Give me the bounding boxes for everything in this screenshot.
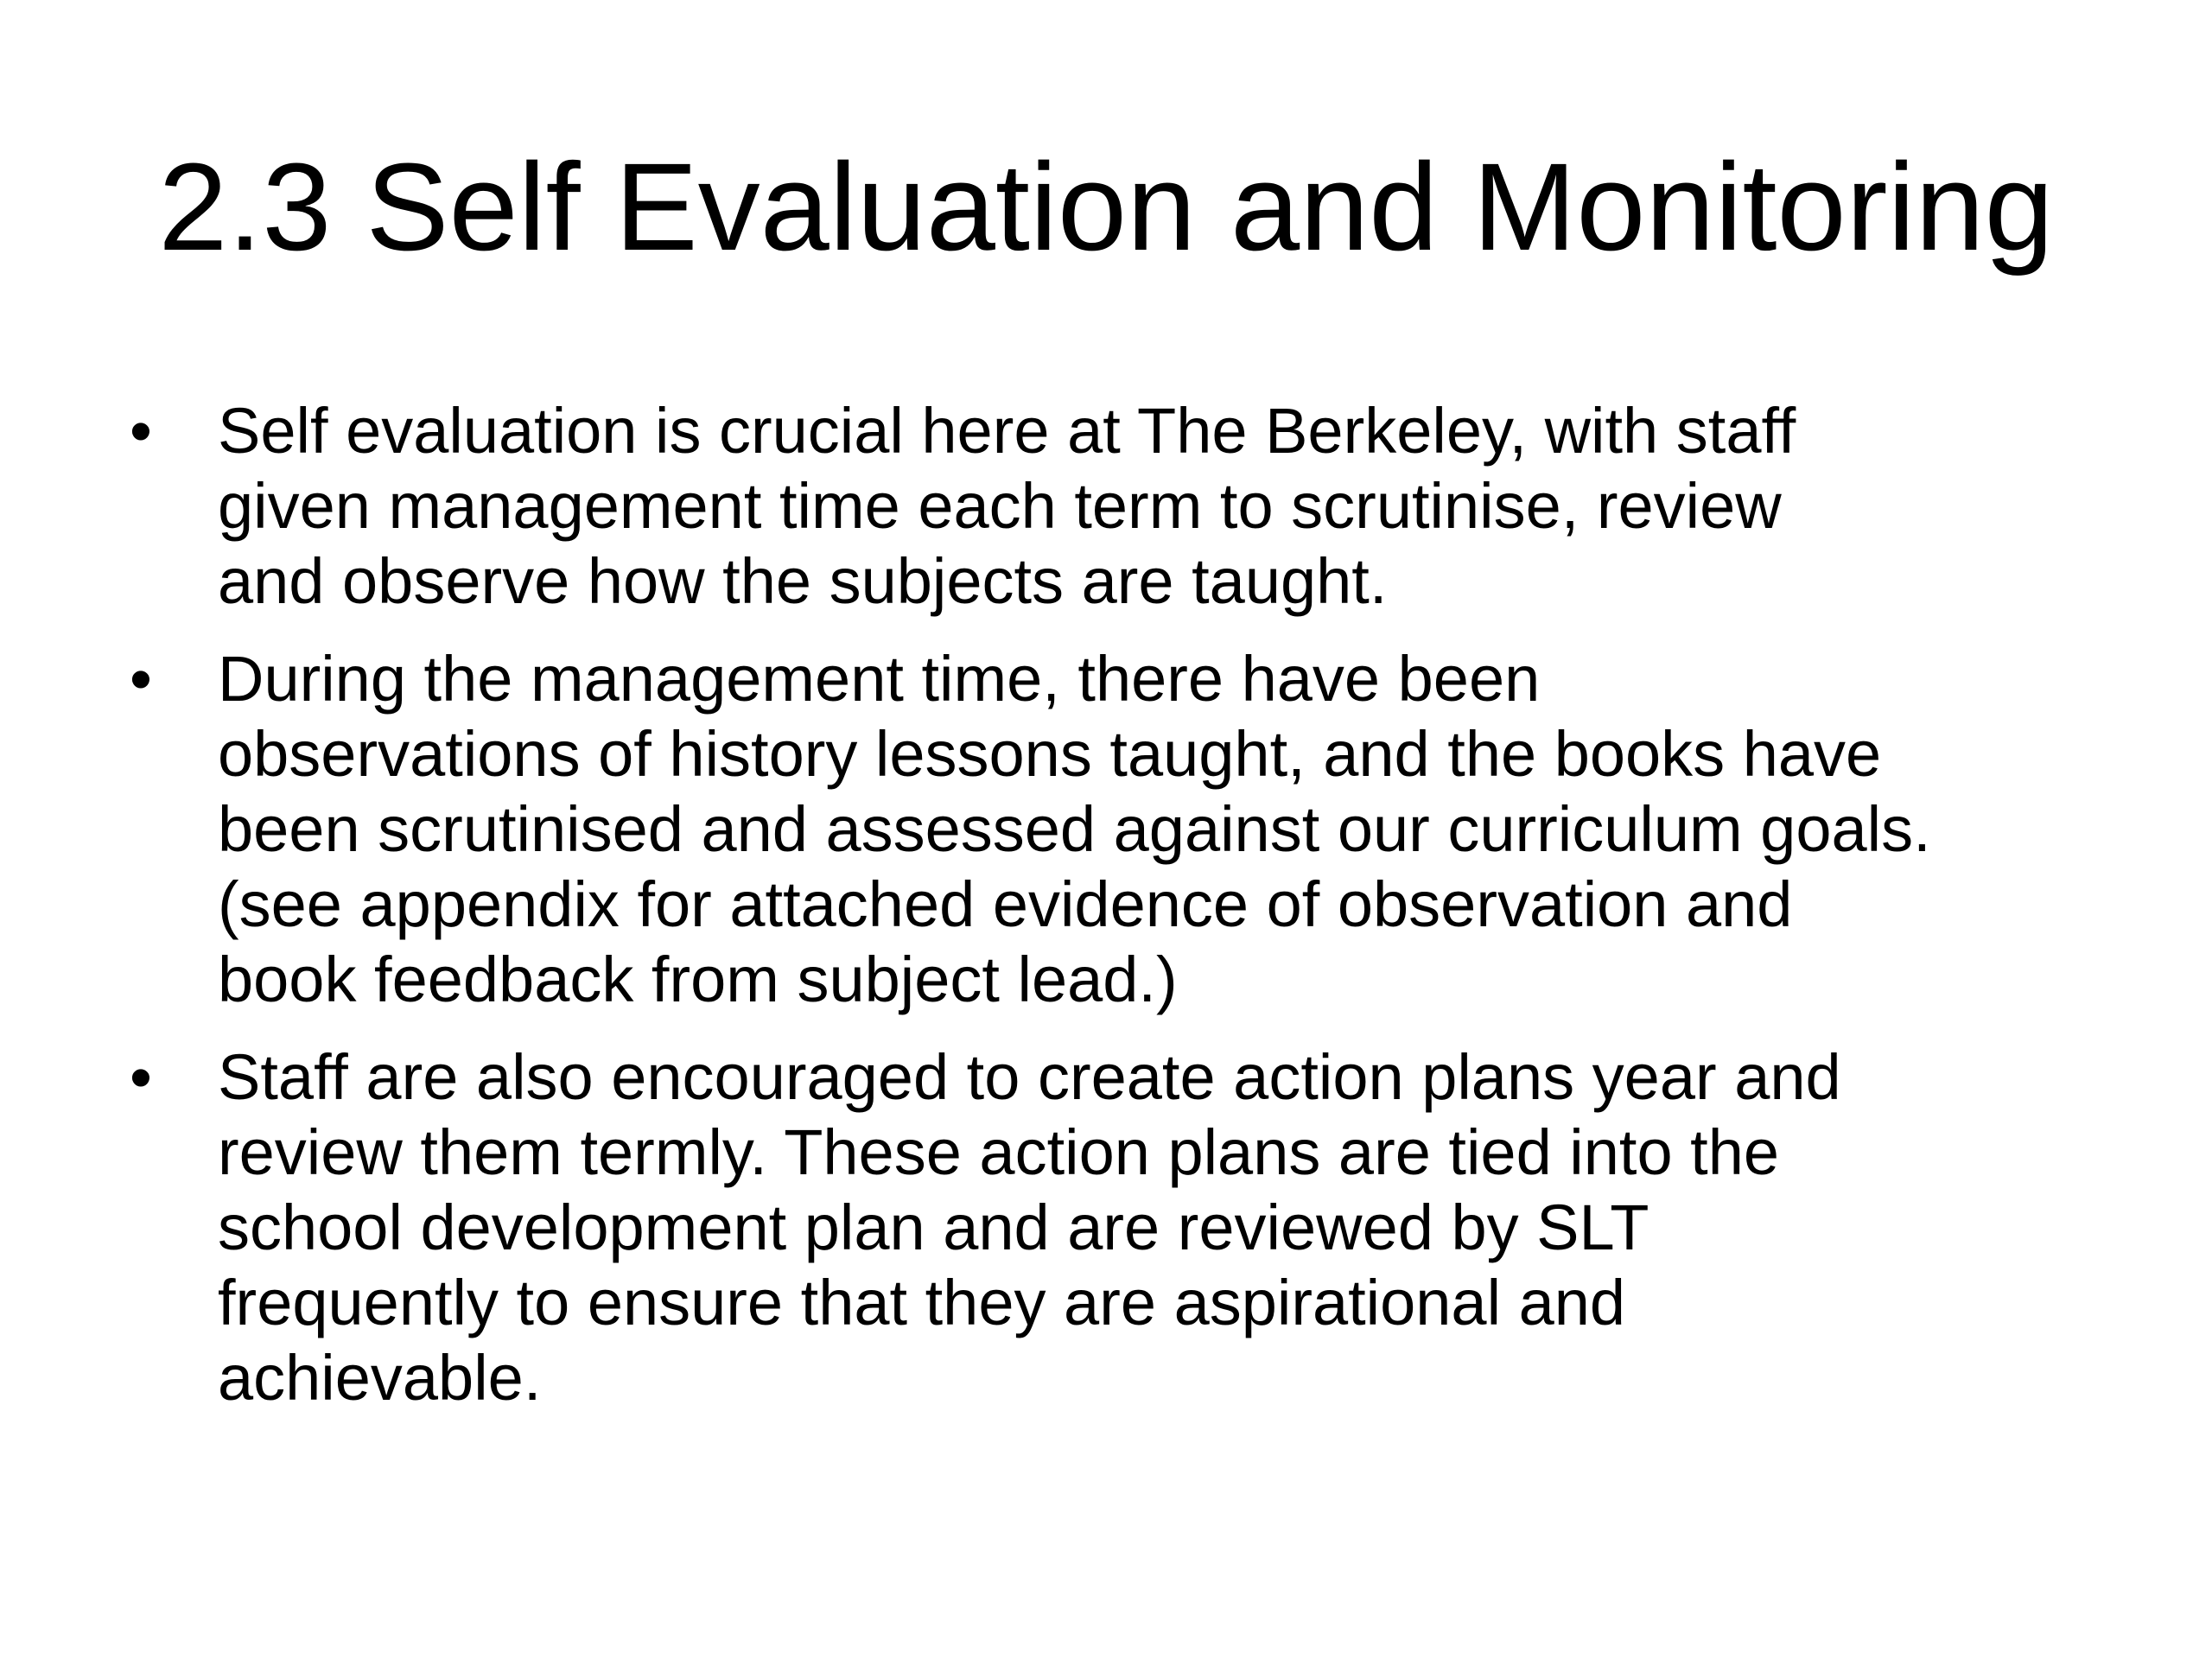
bullet-dot-icon: • bbox=[130, 395, 152, 467]
bullet-dot-icon: • bbox=[130, 643, 152, 715]
bullet-line: been scrutinised and assessed against our curriculum goals. bbox=[218, 793, 1931, 865]
bullet-text bbox=[218, 641, 2108, 1017]
bullet-line: Staff are also encouraged to create action plans year and bbox=[218, 1041, 1841, 1113]
slide-title: 2.3 Self Evaluation and Monitoring bbox=[158, 137, 2054, 276]
bullet-dot-icon: • bbox=[130, 1041, 152, 1113]
bullet-item-2 bbox=[130, 641, 2108, 1017]
bullet-text bbox=[218, 393, 2108, 619]
bullet-line: book feedback from subject lead.) bbox=[218, 944, 1178, 1015]
bullet-line: frequently to ensure that they are aspirational and bbox=[218, 1267, 1626, 1338]
bullet-line: (see appendix for attached evidence of observation and bbox=[218, 868, 1793, 940]
bullet-line: achievable. bbox=[218, 1342, 542, 1414]
bullet-text bbox=[218, 1039, 2108, 1415]
bullet-line: During the management time, there have been bbox=[218, 643, 1541, 715]
bullet-line: review them termly. These action plans are tied into the bbox=[218, 1116, 1780, 1188]
bullet-list bbox=[130, 393, 2108, 1438]
bullet-line: Self evaluation is crucial here at The Berkeley, with staff bbox=[218, 395, 1796, 467]
bullet-line: school development plan and are reviewed by SLT bbox=[218, 1192, 1649, 1263]
bullet-item-1 bbox=[130, 393, 2108, 619]
bullet-line: given management time each term to scrutinise, review bbox=[218, 470, 1782, 542]
bullet-item-3 bbox=[130, 1039, 2108, 1415]
bullet-line: observations of history lessons taught, and the books have bbox=[218, 718, 1882, 790]
bullet-line: and observe how the subjects are taught. bbox=[218, 545, 1388, 617]
